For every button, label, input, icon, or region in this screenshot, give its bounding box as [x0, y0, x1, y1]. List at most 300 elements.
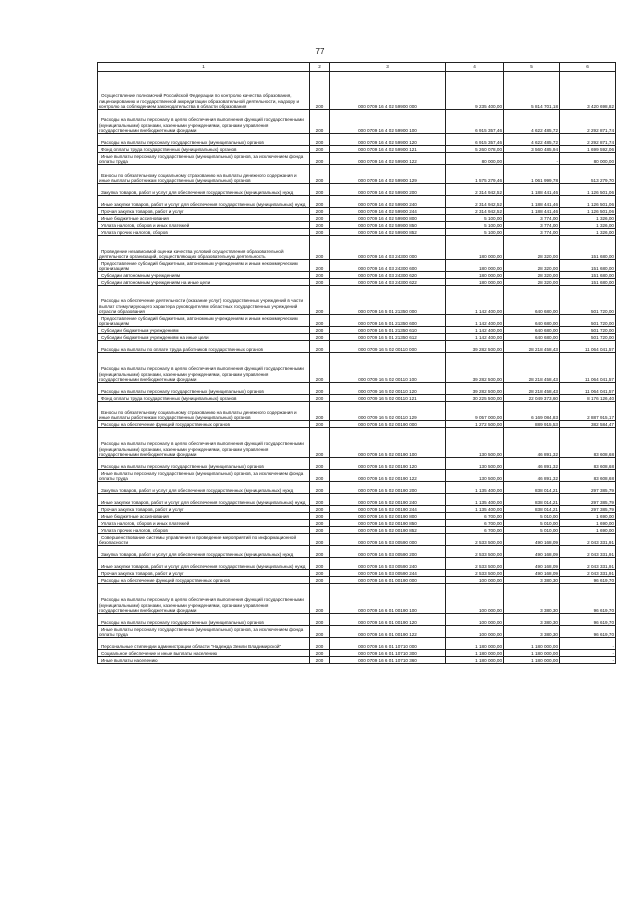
remaining-amount-cell: 83 608,68: [560, 458, 616, 470]
table-row: [98, 184, 616, 196]
admin-code-cell: 200: [310, 558, 330, 570]
executed-amount-cell: 3 380,30: [504, 577, 560, 584]
approved-amount-cell: 6 915 357,46: [446, 110, 504, 134]
expense-name-cell: Предоставление субсидий бюджетным, автономным учреждениям и иным некоммерческим организациям: [98, 260, 310, 272]
classification-code-cell: 000 0709 16 6 01 00190 000: [330, 577, 446, 584]
executed-amount-cell: 1 188 441,46: [504, 196, 560, 208]
classification-code-cell: 000 0709 16 5 02 00190 122: [330, 470, 446, 482]
executed-amount-cell: 5 010,00: [504, 520, 560, 527]
classification-code-cell: 000 0709 16 5 01 21350 600: [330, 315, 446, 327]
admin-code-cell: 200: [310, 153, 330, 165]
approved-amount-cell: 39 282 500,00: [446, 341, 504, 353]
classification-code-cell: 000 0709 16 4 02 59900 122: [330, 153, 446, 165]
executed-amount-cell: 6 169 084,83: [504, 402, 560, 421]
table-body: [98, 72, 616, 664]
admin-code-cell: 200: [310, 286, 330, 315]
classification-code-cell: 000 0709 16 4 02 59900 800: [330, 215, 446, 222]
table-row: [98, 146, 616, 153]
table-row: [98, 626, 616, 638]
expense-name-cell: Расходы на обеспечение деятельности (оказание услуг) государственных учреждений в части выплат стимулирующего характера руководителям областных государственных учреждений отрасли образования: [98, 286, 310, 315]
executed-amount-cell: 28 320,00: [504, 279, 560, 286]
remaining-amount-cell: -: [560, 638, 616, 650]
table-row: [98, 134, 616, 146]
executed-amount-cell: 46 891,32: [504, 470, 560, 482]
admin-code-cell: 200: [310, 520, 330, 527]
classification-code-cell: 000 0709 16 4 02 59900 120: [330, 134, 446, 146]
expense-name-cell: Социальное обеспечение и иные выплаты населению: [98, 650, 310, 657]
approved-amount-cell: 2 533 500,00: [446, 546, 504, 558]
executed-amount-cell: 28 218 458,43: [504, 383, 560, 395]
page-number: 77: [315, 47, 325, 56]
expense-name-cell: Расходы на выплаты персоналу в целях обеспечения выполнения функций государственными (муниципальными) органами, казенными учреждениями, органами управления государственными внебюджетными фондами: [98, 353, 310, 383]
executed-amount-cell: 3 380,30: [504, 626, 560, 638]
remaining-amount-cell: 96 619,70: [560, 584, 616, 614]
admin-code-cell: 200: [310, 383, 330, 395]
admin-code-cell: 200: [310, 334, 330, 341]
approved-amount-cell: 180 000,00: [446, 236, 504, 260]
admin-code-cell: 200: [310, 546, 330, 558]
remaining-amount-cell: 2 292 871,74: [560, 110, 616, 134]
executed-amount-cell: 28 218 458,43: [504, 353, 560, 383]
expense-name-cell: Фонд оплаты труда государственных (муниципальных) органов: [98, 395, 310, 402]
table-row: [98, 72, 616, 110]
approved-amount-cell: 180 000,00: [446, 279, 504, 286]
executed-amount-cell: 640 680,00: [504, 327, 560, 334]
approved-amount-cell: 5 100,00: [446, 229, 504, 236]
classification-code-cell: 000 0709 16 4 03 24300 000: [330, 236, 446, 260]
remaining-amount-cell: 297 385,79: [560, 506, 616, 513]
table-row: [98, 215, 616, 222]
executed-amount-cell: 889 915,53: [504, 421, 560, 428]
table-row: [98, 458, 616, 470]
approved-amount-cell: 1 142 400,00: [446, 334, 504, 341]
executed-amount-cell: 490 168,09: [504, 558, 560, 570]
classification-code-cell: 000 0709 16 5 02 00190 000: [330, 421, 446, 428]
remaining-amount-cell: -: [560, 657, 616, 664]
remaining-amount-cell: 2 887 915,17: [560, 402, 616, 421]
expense-name-cell: Уплата налогов, сборов и иных платежей: [98, 520, 310, 527]
approved-amount-cell: 1 180 000,00: [446, 638, 504, 650]
remaining-amount-cell: 96 619,70: [560, 577, 616, 584]
expense-name-cell: Взносы по обязательному социальному страхованию на выплаты денежного содержания и иные выплаты работникам государственных (муниципальных) органов: [98, 165, 310, 184]
table-row: [98, 577, 616, 584]
remaining-amount-cell: 3 420 698,82: [560, 72, 616, 110]
classification-code-cell: 000 0709 16 6 01 10710 000: [330, 638, 446, 650]
table-row: [98, 558, 616, 570]
classification-code-cell: 000 0709 16 5 01 21350 612: [330, 334, 446, 341]
classification-code-cell: 000 0709 16 5 02 00190 800: [330, 513, 446, 520]
remaining-amount-cell: 151 680,00: [560, 260, 616, 272]
executed-amount-cell: 4 622 485,72: [504, 110, 560, 134]
table-row: [98, 286, 616, 315]
expense-name-cell: Расходы на обеспечение функций государственных органов: [98, 577, 310, 584]
table-row: [98, 527, 616, 534]
classification-code-cell: 000 0709 16 5 02 00190 100: [330, 428, 446, 458]
admin-code-cell: 200: [310, 279, 330, 286]
table-row: [98, 428, 616, 458]
executed-amount-cell: 28 218 458,43: [504, 341, 560, 353]
admin-code-cell: 200: [310, 327, 330, 334]
approved-amount-cell: 2 314 942,52: [446, 208, 504, 215]
approved-amount-cell: 1 180 000,00: [446, 650, 504, 657]
admin-code-cell: 200: [310, 72, 330, 110]
approved-amount-cell: 2 533 500,00: [446, 534, 504, 546]
approved-amount-cell: 180 000,00: [446, 260, 504, 272]
table-row: [98, 110, 616, 134]
expense-name-cell: Закупка товаров, работ и услуг для обеспечения государственных (муниципальных) нужд: [98, 482, 310, 494]
expense-name-cell: Прочая закупка товаров, работ и услуг: [98, 570, 310, 577]
executed-amount-cell: 28 320,00: [504, 236, 560, 260]
executed-amount-cell: 1 188 441,46: [504, 208, 560, 215]
expense-name-cell: Иные выплаты персоналу государственных (муниципальных) органов, за исключением фонда оплаты труда: [98, 626, 310, 638]
expense-name-cell: Прочая закупка товаров, работ и услуг: [98, 506, 310, 513]
executed-amount-cell: 1 061 999,78: [504, 165, 560, 184]
table-row: [98, 650, 616, 657]
remaining-amount-cell: 11 064 041,57: [560, 353, 616, 383]
expense-name-cell: Проведение независимой оценки качества условий осуществления образовательной деятельности организаций, осуществляющих образовательную деятельность: [98, 236, 310, 260]
classification-code-cell: 000 0709 16 4 02 59900 129: [330, 165, 446, 184]
table-row: [98, 229, 616, 236]
remaining-amount-cell: 501 720,00: [560, 327, 616, 334]
classification-code-cell: 000 0709 16 5 03 00590 000: [330, 534, 446, 546]
classification-code-cell: 000 0709 16 4 02 59900 850: [330, 222, 446, 229]
admin-code-cell: 200: [310, 458, 330, 470]
admin-code-cell: 200: [310, 482, 330, 494]
table-row: [98, 327, 616, 334]
approved-amount-cell: 130 500,00: [446, 428, 504, 458]
table-row: [98, 153, 616, 165]
remaining-amount-cell: 151 680,00: [560, 272, 616, 279]
remaining-amount-cell: 1 126 501,06: [560, 208, 616, 215]
table-row: [98, 272, 616, 279]
classification-code-cell: 000 0709 16 6 01 10710 360: [330, 657, 446, 664]
remaining-amount-cell: 382 584,47: [560, 421, 616, 428]
classification-code-cell: 000 0709 16 5 02 00190 200: [330, 482, 446, 494]
remaining-amount-cell: 1 690,00: [560, 520, 616, 527]
remaining-amount-cell: 501 720,00: [560, 334, 616, 341]
expense-name-cell: Уплата прочих налогов, сборов: [98, 527, 310, 534]
table-row: [98, 222, 616, 229]
remaining-amount-cell: 2 043 331,91: [560, 534, 616, 546]
approved-amount-cell: 2 314 942,52: [446, 196, 504, 208]
admin-code-cell: 200: [310, 527, 330, 534]
approved-amount-cell: 5 100,00: [446, 215, 504, 222]
table-row: [98, 236, 616, 260]
table-row: [98, 383, 616, 395]
admin-code-cell: 200: [310, 428, 330, 458]
remaining-amount-cell: 2 292 871,74: [560, 134, 616, 146]
table-row: [98, 260, 616, 272]
table-row: [98, 341, 616, 353]
expense-name-cell: Субсидии автономным учреждениям на иные цели: [98, 279, 310, 286]
classification-code-cell: 000 0709 16 5 02 00110 129: [330, 402, 446, 421]
expense-name-cell: Расходы на выплаты персоналу в целях обеспечения выполнения функций государственными (муниципальными) органами, казенными учреждениями, органами управления государственными внебюджетными фондами: [98, 110, 310, 134]
admin-code-cell: 200: [310, 315, 330, 327]
approved-amount-cell: 80 000,00: [446, 153, 504, 165]
table-row: [98, 614, 616, 626]
expense-name-cell: Предоставление субсидий бюджетным, автономным учреждениям и иным некоммерческим организациям: [98, 315, 310, 327]
approved-amount-cell: 39 282 500,00: [446, 353, 504, 383]
column-header: 2: [310, 63, 330, 72]
admin-code-cell: 200: [310, 577, 330, 584]
expense-name-cell: Субсидии бюджетным учреждениям на иные цели: [98, 334, 310, 341]
classification-code-cell: 000 0709 16 5 02 00110 121: [330, 395, 446, 402]
admin-code-cell: 200: [310, 165, 330, 184]
admin-code-cell: 200: [310, 184, 330, 196]
table-row: [98, 546, 616, 558]
admin-code-cell: 200: [310, 570, 330, 577]
budget-execution-table: [97, 62, 616, 664]
admin-code-cell: 200: [310, 229, 330, 236]
remaining-amount-cell: 1 126 501,06: [560, 196, 616, 208]
classification-code-cell: 000 0709 16 6 01 00190 122: [330, 626, 446, 638]
classification-code-cell: 000 0709 16 4 02 59900 100: [330, 110, 446, 134]
admin-code-cell: 200: [310, 272, 330, 279]
approved-amount-cell: 1 180 000,00: [446, 657, 504, 664]
expense-name-cell: Иные закупки товаров, работ и услуг для обеспечения государственных (муниципальных) нужд: [98, 196, 310, 208]
executed-amount-cell: 3 380,30: [504, 584, 560, 614]
admin-code-cell: 200: [310, 534, 330, 546]
expense-name-cell: Иные бюджетные ассигнования: [98, 215, 310, 222]
remaining-amount-cell: 11 064 041,57: [560, 341, 616, 353]
expense-name-cell: Расходы на выплаты персоналу государственных (муниципальных) органов: [98, 383, 310, 395]
approved-amount-cell: 9 057 000,00: [446, 402, 504, 421]
column-header: 4: [446, 63, 504, 72]
admin-code-cell: 200: [310, 341, 330, 353]
expense-name-cell: Расходы на выплаты персоналу в целях обеспечения выполнения функций государственными (муниципальными) органами, казенными учреждениями, органами управления государственными внебюджетными фондами: [98, 428, 310, 458]
executed-amount-cell: 28 320,00: [504, 272, 560, 279]
table-row: [98, 315, 616, 327]
expense-name-cell: Закупка товаров, работ и услуг для обеспечения государственных (муниципальных) нужд: [98, 546, 310, 558]
executed-amount-cell: 1 180 000,00: [504, 657, 560, 664]
admin-code-cell: 200: [310, 236, 330, 260]
executed-amount-cell: 838 014,21: [504, 482, 560, 494]
approved-amount-cell: 100 000,00: [446, 614, 504, 626]
executed-amount-cell: 1 180 000,00: [504, 638, 560, 650]
expense-name-cell: Персональные стипендии администрации области "Надежда Земли Владимирской": [98, 638, 310, 650]
classification-code-cell: 000 0709 16 5 03 00590 200: [330, 546, 446, 558]
remaining-amount-cell: 2 043 331,91: [560, 558, 616, 570]
remaining-amount-cell: 83 608,68: [560, 470, 616, 482]
classification-code-cell: 000 0709 16 5 02 00110 100: [330, 353, 446, 383]
admin-code-cell: 200: [310, 395, 330, 402]
classification-code-cell: 000 0709 16 5 02 00110 000: [330, 341, 446, 353]
executed-amount-cell: 3 560 485,94: [504, 146, 560, 153]
expense-name-cell: Фонд оплаты труда государственных (муниципальных) органов: [98, 146, 310, 153]
expense-name-cell: Закупка товаров, работ и услуг для обеспечения государственных (муниципальных) нужд: [98, 184, 310, 196]
remaining-amount-cell: 8 176 126,40: [560, 395, 616, 402]
admin-code-cell: 200: [310, 494, 330, 506]
remaining-amount-cell: 96 619,70: [560, 626, 616, 638]
approved-amount-cell: 30 225 500,00: [446, 395, 504, 402]
table-row: [98, 421, 616, 428]
expense-name-cell: Уплата налогов, сборов и иных платежей: [98, 222, 310, 229]
table-header-row: [98, 63, 616, 72]
classification-code-cell: 000 0709 16 5 01 21350 610: [330, 327, 446, 334]
remaining-amount-cell: 1 126 501,06: [560, 184, 616, 196]
expense-name-cell: Расходы на выплаты персоналу государственных (муниципальных) органов: [98, 134, 310, 146]
table-row: [98, 657, 616, 664]
column-header: 1: [98, 63, 310, 72]
admin-code-cell: 200: [310, 196, 330, 208]
table-row: [98, 470, 616, 482]
classification-code-cell: 000 0709 16 5 03 00590 244: [330, 570, 446, 577]
classification-code-cell: 000 0709 16 4 02 59900 121: [330, 146, 446, 153]
table-row: [98, 534, 616, 546]
table-row: [98, 165, 616, 184]
approved-amount-cell: 6 700,00: [446, 527, 504, 534]
executed-amount-cell: 640 680,00: [504, 286, 560, 315]
approved-amount-cell: 2 314 942,52: [446, 184, 504, 196]
remaining-amount-cell: 151 680,00: [560, 236, 616, 260]
table-row: [98, 494, 616, 506]
approved-amount-cell: 6 700,00: [446, 520, 504, 527]
table-row: [98, 638, 616, 650]
approved-amount-cell: 1 142 400,00: [446, 286, 504, 315]
admin-code-cell: 200: [310, 260, 330, 272]
table-row: [98, 570, 616, 577]
admin-code-cell: 200: [310, 215, 330, 222]
remaining-amount-cell: 297 385,79: [560, 494, 616, 506]
approved-amount-cell: 1 135 400,00: [446, 482, 504, 494]
expense-name-cell: Субсидии автономным учреждениям: [98, 272, 310, 279]
executed-amount-cell: 838 014,21: [504, 506, 560, 513]
classification-code-cell: 000 0709 16 4 03 24300 600: [330, 260, 446, 272]
table-row: [98, 395, 616, 402]
classification-code-cell: 000 0709 16 4 03 24300 620: [330, 272, 446, 279]
classification-code-cell: 000 0709 16 4 02 59900 240: [330, 196, 446, 208]
approved-amount-cell: 100 000,00: [446, 577, 504, 584]
expense-name-cell: Расходы на выплаты персоналу государственных (муниципальных) органов: [98, 614, 310, 626]
remaining-amount-cell: 297 385,79: [560, 482, 616, 494]
expense-name-cell: Расходы на обеспечение функций государственных органов: [98, 421, 310, 428]
expense-name-cell: Иные выплаты населению: [98, 657, 310, 664]
approved-amount-cell: 6 700,00: [446, 513, 504, 520]
approved-amount-cell: 1 135 400,00: [446, 506, 504, 513]
expense-name-cell: Осуществление полномочий Российской Федерации по контролю качества образования, лицензированию и государственной аккредитации образовательной деятельности, надзору и контролю за соблюдением законодательства в области образования: [98, 72, 310, 110]
approved-amount-cell: 1 142 400,00: [446, 315, 504, 327]
remaining-amount-cell: 83 608,68: [560, 428, 616, 458]
expense-name-cell: Расходы на выплаты персоналу государственных (муниципальных) органов: [98, 458, 310, 470]
remaining-amount-cell: 80 000,00: [560, 153, 616, 165]
admin-code-cell: 200: [310, 146, 330, 153]
remaining-amount-cell: 501 720,00: [560, 315, 616, 327]
executed-amount-cell: 1 188 441,46: [504, 184, 560, 196]
remaining-amount-cell: 1 699 592,06: [560, 146, 616, 153]
executed-amount-cell: 5 010,00: [504, 513, 560, 520]
admin-code-cell: 200: [310, 402, 330, 421]
remaining-amount-cell: 96 619,70: [560, 614, 616, 626]
classification-code-cell: 000 0709 16 4 02 59900 200: [330, 184, 446, 196]
table-row: [98, 520, 616, 527]
expense-name-cell: Прочая закупка товаров, работ и услуг: [98, 208, 310, 215]
approved-amount-cell: 100 000,00: [446, 584, 504, 614]
admin-code-cell: 200: [310, 626, 330, 638]
table-row: [98, 402, 616, 421]
executed-amount-cell: 3 774,00: [504, 222, 560, 229]
approved-amount-cell: 100 000,00: [446, 626, 504, 638]
table-row: [98, 279, 616, 286]
classification-code-cell: 000 0709 16 4 03 24300 622: [330, 279, 446, 286]
column-header: 3: [330, 63, 446, 72]
admin-code-cell: 200: [310, 614, 330, 626]
approved-amount-cell: 39 282 500,00: [446, 383, 504, 395]
column-header: 5: [504, 63, 560, 72]
remaining-amount-cell: 513 279,70: [560, 165, 616, 184]
table-row: [98, 208, 616, 215]
remaining-amount-cell: 1 326,00: [560, 229, 616, 236]
classification-code-cell: 000 0709 16 4 02 59900 244: [330, 208, 446, 215]
classification-code-cell: 000 0709 16 5 03 00590 240: [330, 558, 446, 570]
executed-amount-cell: 4 622 485,72: [504, 134, 560, 146]
classification-code-cell: 000 0709 16 5 02 00190 240: [330, 494, 446, 506]
admin-code-cell: 200: [310, 110, 330, 134]
classification-code-cell: 000 0709 16 4 02 59900 000: [330, 72, 446, 110]
remaining-amount-cell: 501 720,00: [560, 286, 616, 315]
admin-code-cell: 200: [310, 421, 330, 428]
executed-amount-cell: 46 891,32: [504, 458, 560, 470]
admin-code-cell: 200: [310, 584, 330, 614]
column-header: 6: [560, 63, 616, 72]
executed-amount-cell: 5 010,00: [504, 527, 560, 534]
expense-name-cell: Иные бюджетные ассигнования: [98, 513, 310, 520]
approved-amount-cell: 5 260 078,00: [446, 146, 504, 153]
executed-amount-cell: 3 774,00: [504, 229, 560, 236]
executed-amount-cell: 1 180 000,00: [504, 650, 560, 657]
approved-amount-cell: 130 500,00: [446, 470, 504, 482]
approved-amount-cell: 1 272 500,00: [446, 421, 504, 428]
expense-name-cell: Расходы на выплаты по оплате труда работников государственных органов: [98, 341, 310, 353]
executed-amount-cell: 28 320,00: [504, 260, 560, 272]
expense-name-cell: Иные закупки товаров, работ и услуг для обеспечения государственных (муниципальных) нужд: [98, 558, 310, 570]
approved-amount-cell: 9 235 400,00: [446, 72, 504, 110]
admin-code-cell: 200: [310, 650, 330, 657]
classification-code-cell: 000 0709 16 4 02 59900 852: [330, 229, 446, 236]
classification-code-cell: 000 0709 16 5 02 00110 120: [330, 383, 446, 395]
executed-amount-cell: 490 168,09: [504, 570, 560, 577]
classification-code-cell: 000 0709 16 5 02 00190 850: [330, 520, 446, 527]
remaining-amount-cell: 151 680,00: [560, 279, 616, 286]
executed-amount-cell: 3 380,30: [504, 614, 560, 626]
approved-amount-cell: 5 100,00: [446, 222, 504, 229]
admin-code-cell: 200: [310, 506, 330, 513]
executed-amount-cell: 640 680,00: [504, 334, 560, 341]
approved-amount-cell: 180 000,00: [446, 272, 504, 279]
expense-name-cell: Субсидии бюджетным учреждениям: [98, 327, 310, 334]
remaining-amount-cell: 2 043 331,91: [560, 570, 616, 577]
executed-amount-cell: 490 168,09: [504, 546, 560, 558]
remaining-amount-cell: 11 064 041,57: [560, 383, 616, 395]
classification-code-cell: 000 0709 16 6 01 10710 300: [330, 650, 446, 657]
remaining-amount-cell: 1 690,00: [560, 513, 616, 520]
executed-amount-cell: 3 774,00: [504, 215, 560, 222]
admin-code-cell: 200: [310, 134, 330, 146]
table-row: [98, 584, 616, 614]
table-row: [98, 506, 616, 513]
executed-amount-cell: 22 049 373,60: [504, 395, 560, 402]
remaining-amount-cell: 2 043 331,91: [560, 546, 616, 558]
classification-code-cell: 000 0709 16 6 01 00190 100: [330, 584, 446, 614]
executed-amount-cell: 5 814 701,18: [504, 72, 560, 110]
approved-amount-cell: 1 575 279,46: [446, 165, 504, 184]
expense-name-cell: Иные выплаты персоналу государственных (муниципальных) органов, за исключением фонда оплаты труда: [98, 153, 310, 165]
executed-amount-cell: 46 891,32: [504, 428, 560, 458]
approved-amount-cell: 130 500,00: [446, 458, 504, 470]
table-row: [98, 353, 616, 383]
expense-name-cell: Уплата прочих налогов, сборов: [98, 229, 310, 236]
classification-code-cell: 000 0709 16 5 02 00190 120: [330, 458, 446, 470]
table-row: [98, 513, 616, 520]
